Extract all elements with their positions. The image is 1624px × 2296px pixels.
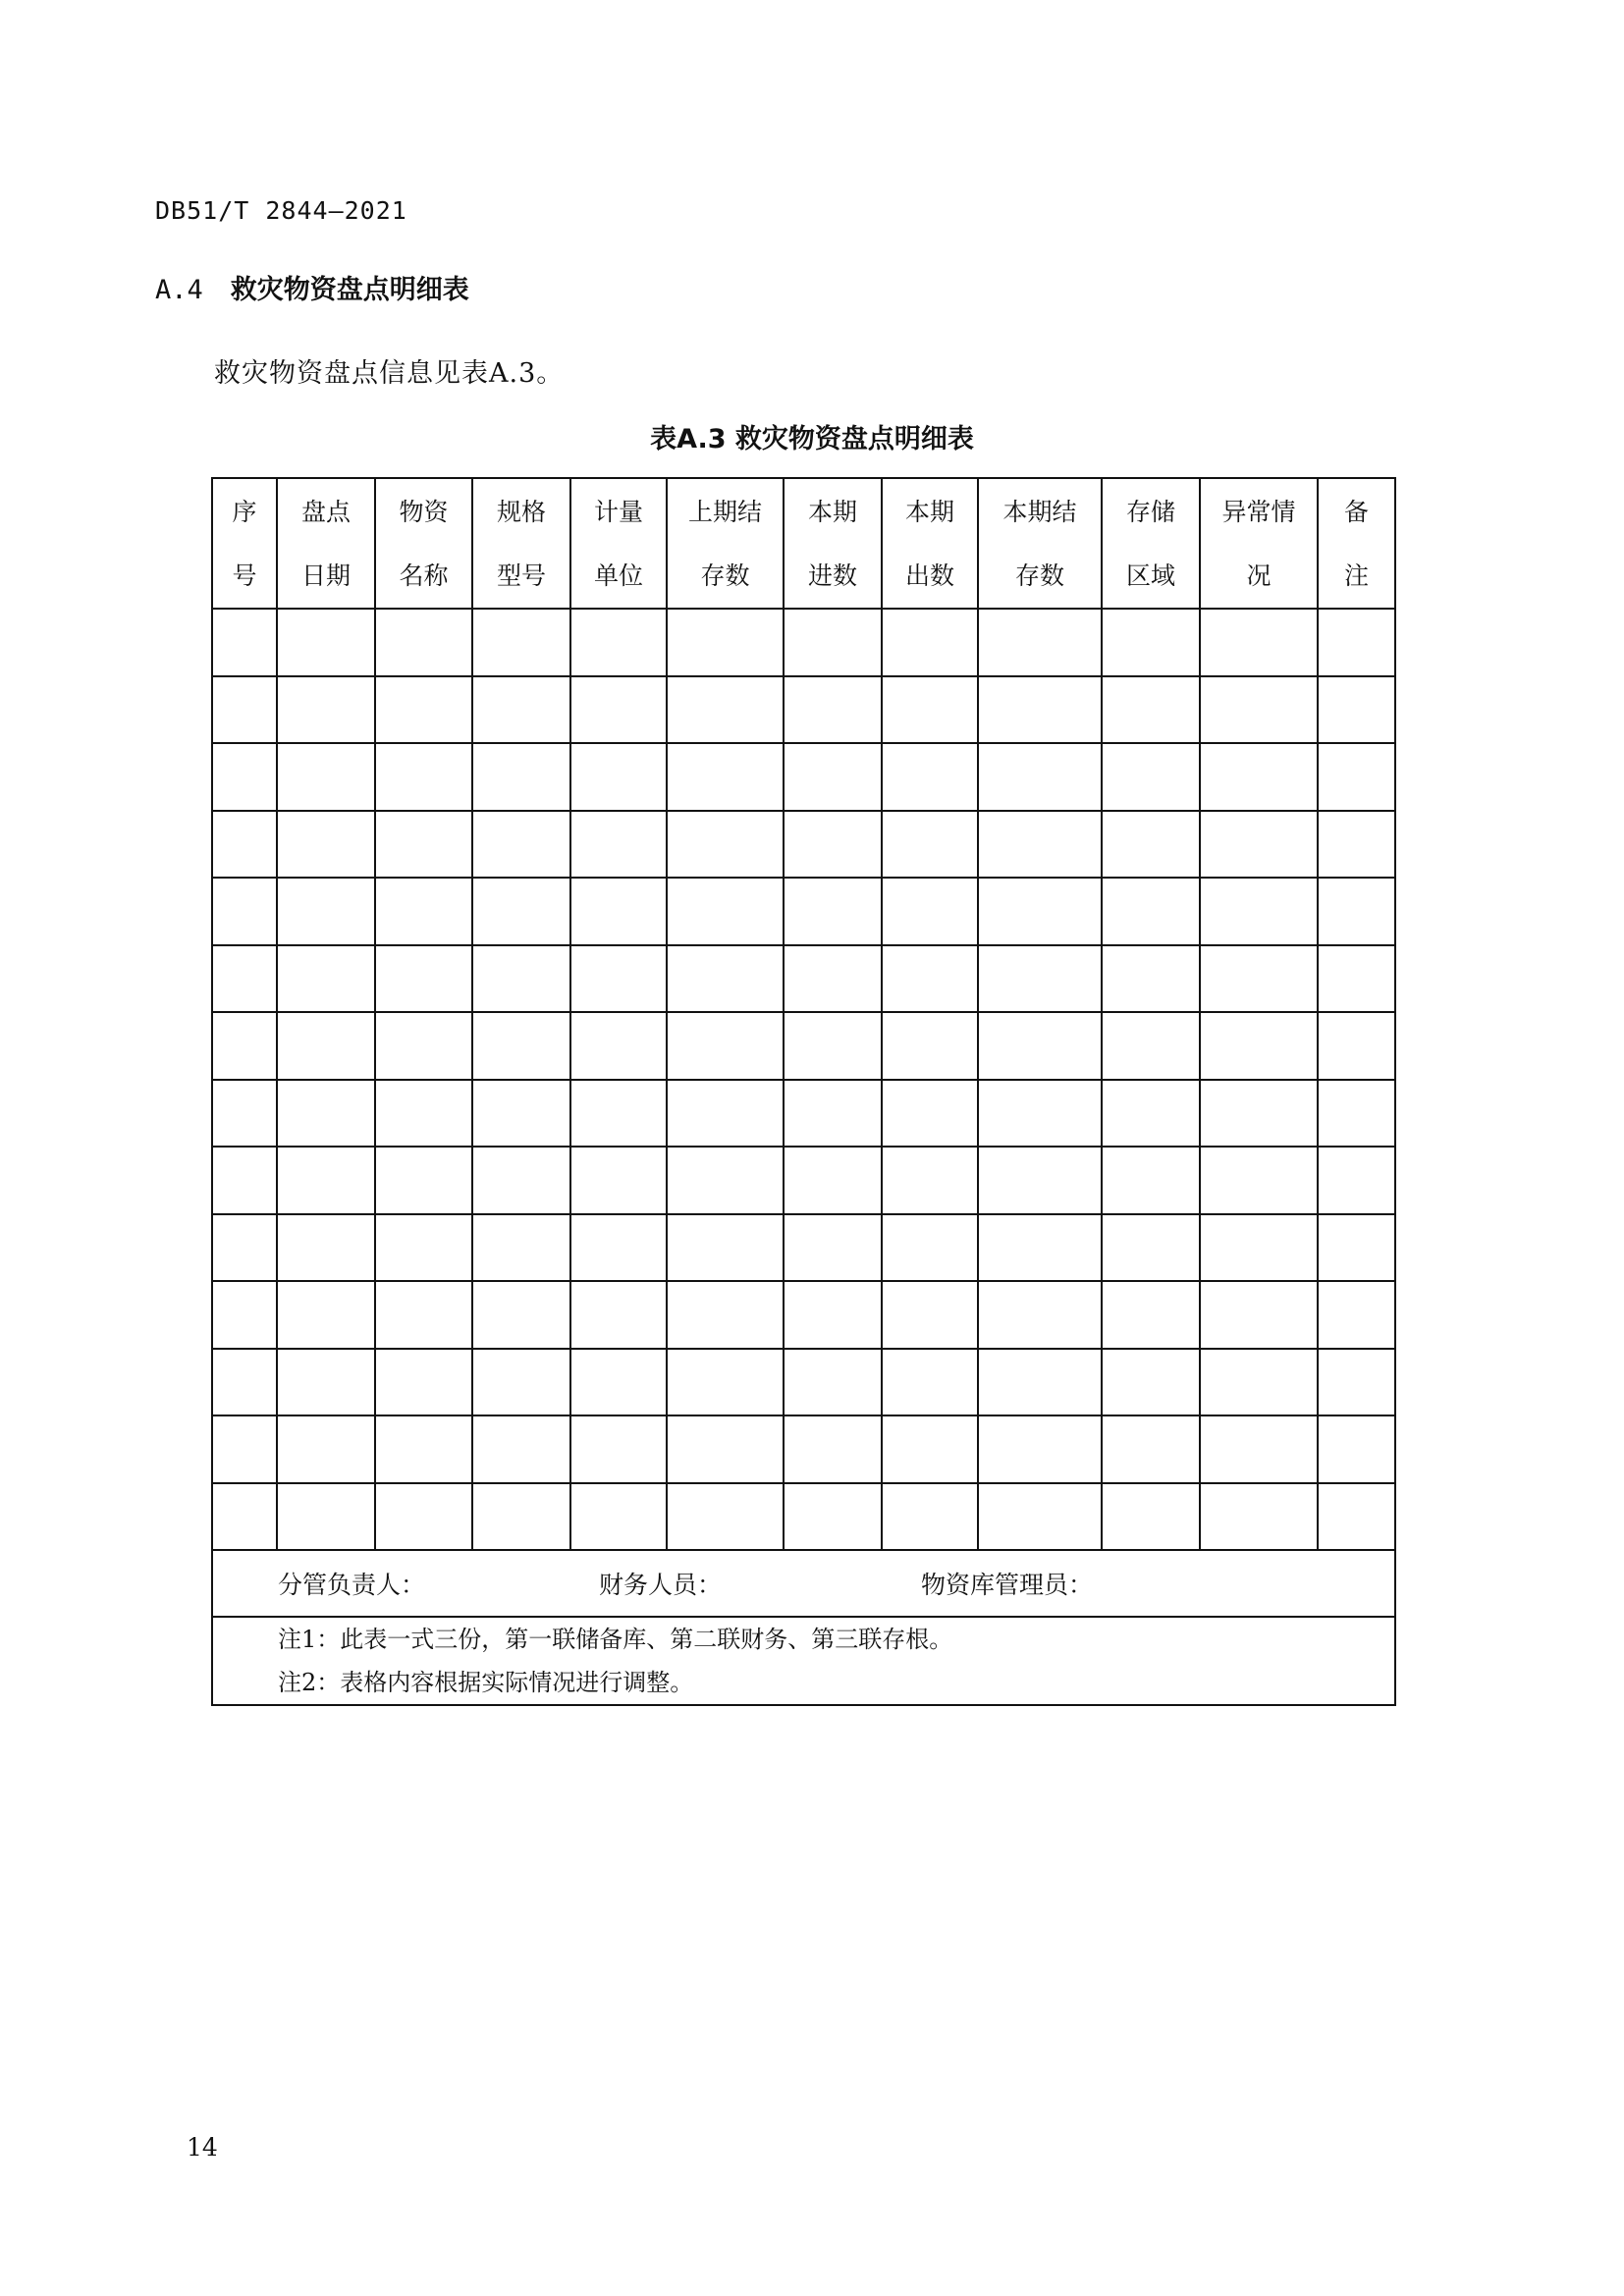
table-row — [212, 1281, 1395, 1349]
table-cell — [472, 1349, 570, 1416]
table-cell — [784, 1080, 882, 1148]
table-cell — [212, 1415, 277, 1483]
table-cell — [1200, 1349, 1318, 1416]
table-cell — [667, 743, 784, 811]
column-header-line2: 存数 — [700, 561, 750, 590]
table-row — [212, 811, 1395, 879]
table-cell — [1318, 1147, 1395, 1214]
table-cell — [212, 1281, 277, 1349]
table-cell — [375, 1415, 472, 1483]
table-cell — [277, 1349, 375, 1416]
table-cell — [1102, 1281, 1200, 1349]
table-cell — [1102, 1415, 1200, 1483]
table-cell — [375, 1281, 472, 1349]
table-cell — [1318, 1012, 1395, 1080]
column-header-line1: 规格 — [496, 497, 546, 526]
column-header-line1: 备 — [1343, 497, 1369, 526]
table-cell — [1200, 1415, 1318, 1483]
table-cell — [277, 743, 375, 811]
table-cell — [882, 1214, 978, 1282]
table-cell — [1318, 811, 1395, 879]
table-cell — [1318, 1281, 1395, 1349]
table-cell — [472, 1214, 570, 1282]
inventory-table — [211, 477, 1396, 1706]
column-header-line2: 注 — [1343, 561, 1369, 590]
table-row — [212, 1012, 1395, 1080]
column-header — [277, 478, 375, 609]
table-cell — [570, 676, 667, 744]
table-cell — [472, 811, 570, 879]
table-cell — [375, 1483, 472, 1551]
table-cell — [212, 1080, 277, 1148]
table-cell — [570, 945, 667, 1013]
table-cell — [1102, 1012, 1200, 1080]
table-cell — [375, 1349, 472, 1416]
manager-signature-label: 分管负责人： — [278, 1571, 426, 1599]
table-cell — [570, 878, 667, 945]
table-cell — [667, 676, 784, 744]
table-cell — [472, 1483, 570, 1551]
column-header-line2: 区域 — [1125, 561, 1175, 590]
table-cell — [1318, 1483, 1395, 1551]
table-cell — [882, 743, 978, 811]
table-cell — [784, 609, 882, 676]
table-cell — [667, 1080, 784, 1148]
table-row — [212, 1349, 1395, 1416]
table-cell — [1200, 811, 1318, 879]
table-cell — [277, 1147, 375, 1214]
table-cell — [1200, 945, 1318, 1013]
table-cell — [978, 1415, 1102, 1483]
table-cell — [882, 1147, 978, 1214]
table-cell — [784, 1349, 882, 1416]
column-header-line1: 本期 — [807, 497, 857, 526]
table-cell — [212, 1012, 277, 1080]
table-cell — [784, 1147, 882, 1214]
table-cell — [1200, 1483, 1318, 1551]
table-cell — [978, 1147, 1102, 1214]
table-cell — [784, 1415, 882, 1483]
table-row — [212, 1147, 1395, 1214]
table-cell — [472, 1147, 570, 1214]
table-cell — [882, 1281, 978, 1349]
column-header — [667, 478, 784, 609]
column-header-line2: 型号 — [496, 561, 546, 590]
table-cell — [277, 811, 375, 879]
table-cell — [570, 609, 667, 676]
table-cell — [375, 609, 472, 676]
section-number: A.4 — [155, 275, 203, 305]
table-cell — [212, 1214, 277, 1282]
table-cell — [570, 1080, 667, 1148]
table-cell — [570, 1281, 667, 1349]
table-cell — [212, 1349, 277, 1416]
table-cell — [212, 811, 277, 879]
table-cell — [978, 1214, 1102, 1282]
table-cell — [882, 1415, 978, 1483]
table-row — [212, 1080, 1395, 1148]
table-cell — [212, 609, 277, 676]
column-header-line1: 上期结 — [687, 497, 762, 526]
table-cell — [1200, 676, 1318, 744]
column-header-line1: 本期 — [904, 497, 954, 526]
table-cell — [882, 676, 978, 744]
column-header-line1: 存储 — [1125, 497, 1175, 526]
table-cell — [978, 1080, 1102, 1148]
table-cell — [277, 1214, 375, 1282]
table-cell — [667, 1483, 784, 1551]
table-cell — [667, 1281, 784, 1349]
table-cell — [882, 1080, 978, 1148]
table-cell — [1318, 1349, 1395, 1416]
table-cell — [882, 1349, 978, 1416]
table-cell — [667, 878, 784, 945]
section-title: 救灾物资盘点明细表 — [230, 275, 469, 305]
table-cell — [978, 609, 1102, 676]
table-cell — [1102, 1147, 1200, 1214]
table-cell — [667, 609, 784, 676]
table-cell — [978, 1483, 1102, 1551]
column-header-line1: 盘点 — [300, 497, 351, 526]
table-cell — [277, 1012, 375, 1080]
signature-cell — [212, 1550, 1395, 1617]
column-header — [375, 478, 472, 609]
table-cell — [212, 1147, 277, 1214]
table-cell — [882, 945, 978, 1013]
table-cell — [784, 878, 882, 945]
table-cell — [1102, 743, 1200, 811]
table-cell — [784, 1281, 882, 1349]
table-cell — [882, 1483, 978, 1551]
table-cell — [978, 1349, 1102, 1416]
table-cell — [277, 1483, 375, 1551]
table-cell — [667, 1147, 784, 1214]
column-header-line2: 号 — [232, 561, 257, 590]
table-cell — [570, 1214, 667, 1282]
table-row — [212, 609, 1395, 676]
column-header — [1318, 478, 1395, 609]
notes-row — [212, 1617, 1395, 1705]
table-cell — [1102, 878, 1200, 945]
table-cell — [570, 1349, 667, 1416]
table-cell — [570, 1012, 667, 1080]
column-header-line2: 名称 — [399, 561, 449, 590]
table-cell — [570, 743, 667, 811]
table-cell — [212, 945, 277, 1013]
table-header-row — [212, 478, 1395, 609]
table-cell — [1200, 1281, 1318, 1349]
table-cell — [1318, 676, 1395, 744]
column-header-line1: 计量 — [593, 497, 643, 526]
table-cell — [212, 1483, 277, 1551]
table-cell — [472, 609, 570, 676]
table-cell — [978, 945, 1102, 1013]
table-row — [212, 878, 1395, 945]
table-cell — [375, 1214, 472, 1282]
table-row — [212, 743, 1395, 811]
table-cell — [978, 811, 1102, 879]
table-cell — [667, 1415, 784, 1483]
table-cell — [277, 676, 375, 744]
table-cell — [978, 743, 1102, 811]
table-cell — [882, 878, 978, 945]
notes-cell — [212, 1617, 1395, 1705]
table-cell — [472, 945, 570, 1013]
table-cell — [1200, 609, 1318, 676]
table-cell — [1102, 1080, 1200, 1148]
signature-row — [212, 1550, 1395, 1617]
table-cell — [978, 1281, 1102, 1349]
table-cell — [212, 743, 277, 811]
table-cell — [1318, 878, 1395, 945]
table-cell — [1102, 1214, 1200, 1282]
note-2: 注2：表格内容根据实际情况进行调整。 — [278, 1669, 694, 1696]
table-cell — [1200, 1214, 1318, 1282]
column-header — [784, 478, 882, 609]
table-cell — [1200, 1012, 1318, 1080]
table-cell — [472, 878, 570, 945]
column-header — [882, 478, 978, 609]
table-cell — [1200, 743, 1318, 811]
table-cell — [667, 945, 784, 1013]
table-cell — [667, 1349, 784, 1416]
table-cell — [375, 743, 472, 811]
table-cell — [784, 1214, 882, 1282]
table-cell — [277, 1080, 375, 1148]
column-header — [212, 478, 277, 609]
table-cell — [1318, 743, 1395, 811]
table-row — [212, 1214, 1395, 1282]
table-cell — [570, 811, 667, 879]
table-cell — [1102, 1349, 1200, 1416]
table-cell — [472, 743, 570, 811]
table-cell — [472, 1012, 570, 1080]
table-cell — [882, 609, 978, 676]
finance-signature-label: 财务人员： — [599, 1571, 723, 1599]
table-cell — [1200, 878, 1318, 945]
table-cell — [277, 1281, 375, 1349]
table-cell — [277, 1415, 375, 1483]
table-cell — [1318, 609, 1395, 676]
column-header-line1: 异常情 — [1221, 497, 1296, 526]
table-cell — [472, 676, 570, 744]
column-header-line2: 进数 — [807, 561, 857, 590]
table-row — [212, 1483, 1395, 1551]
table-cell — [472, 1281, 570, 1349]
table-cell — [784, 945, 882, 1013]
table-cell — [882, 811, 978, 879]
table-cell — [1318, 1214, 1395, 1282]
table-cell — [784, 743, 882, 811]
table-cell — [1200, 1080, 1318, 1148]
table-cell — [1102, 1483, 1200, 1551]
table-cell — [1318, 1080, 1395, 1148]
table-cell — [375, 878, 472, 945]
column-header-line1: 物资 — [399, 497, 449, 526]
column-header-line2: 日期 — [300, 561, 351, 590]
intro-paragraph: 救灾物资盘点信息见表A.3。 — [214, 358, 565, 389]
table-cell — [1102, 676, 1200, 744]
keeper-signature-label: 物资库管理员： — [921, 1571, 1094, 1599]
table-cell — [277, 609, 375, 676]
table-cell — [667, 1214, 784, 1282]
table-cell — [784, 1483, 882, 1551]
table-cell — [978, 878, 1102, 945]
table-cell — [978, 1012, 1102, 1080]
table-cell — [375, 676, 472, 744]
table-cell — [1102, 945, 1200, 1013]
table-cell — [667, 1012, 784, 1080]
column-header-line2: 出数 — [904, 561, 954, 590]
table-cell — [375, 945, 472, 1013]
table-cell — [1102, 811, 1200, 879]
page-number: 14 — [187, 2133, 218, 2162]
table-row — [212, 945, 1395, 1013]
table-cell — [1200, 1147, 1318, 1214]
table-row — [212, 1415, 1395, 1483]
table-cell — [1102, 609, 1200, 676]
table-row — [212, 676, 1395, 744]
section-heading — [155, 268, 469, 306]
standard-number: DB51/T 2844—2021 — [155, 196, 407, 225]
column-header — [1102, 478, 1200, 609]
table-cell — [1318, 1415, 1395, 1483]
table-cell — [882, 1012, 978, 1080]
column-header-line1: 本期结 — [1002, 497, 1077, 526]
table-cell — [472, 1415, 570, 1483]
table-cell — [212, 676, 277, 744]
table-cell — [375, 1080, 472, 1148]
table-title: 表A.3 救灾物资盘点明细表 — [650, 424, 974, 454]
table-cell — [277, 878, 375, 945]
column-header — [1200, 478, 1318, 609]
table-cell — [472, 1080, 570, 1148]
column-header-line1: 序 — [232, 497, 257, 526]
table-cell — [667, 811, 784, 879]
table-cell — [978, 676, 1102, 744]
table-cell — [375, 811, 472, 879]
table-cell — [570, 1483, 667, 1551]
table-cell — [784, 811, 882, 879]
column-header — [472, 478, 570, 609]
table-cell — [570, 1147, 667, 1214]
table-cell — [277, 945, 375, 1013]
column-header-line2: 存数 — [1014, 561, 1064, 590]
table-cell — [1318, 945, 1395, 1013]
column-header — [978, 478, 1102, 609]
table-cell — [570, 1415, 667, 1483]
table-cell — [375, 1012, 472, 1080]
note-1: 注1：此表一式三份，第一联储备库、第二联财务、第三联存根。 — [278, 1626, 953, 1653]
column-header — [570, 478, 667, 609]
table-cell — [784, 1012, 882, 1080]
column-header-line2: 况 — [1246, 561, 1272, 590]
table-cell — [375, 1147, 472, 1214]
table-cell — [784, 676, 882, 744]
table-cell — [212, 878, 277, 945]
column-header-line2: 单位 — [593, 561, 643, 590]
